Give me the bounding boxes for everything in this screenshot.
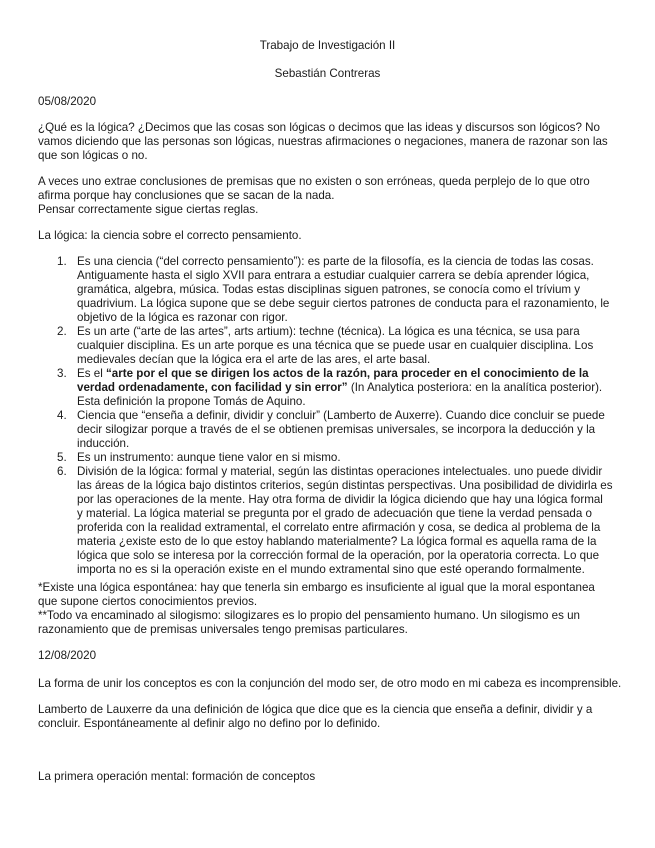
- list-number: 4.: [57, 409, 67, 422]
- list-number: 3.: [57, 367, 67, 380]
- list-number: 1.: [57, 255, 67, 268]
- list-item-line: Es un instrumento: aunque tiene valor en si mismo.: [77, 451, 341, 464]
- list-item-line: Es un arte (“arte de las artes”, arts artium): techne (técnica). La lógica es una técnica, se usa para: [77, 325, 580, 338]
- list-item-line: decir silogizar porque a través de el se obtienen premisas universales, se incorpora la deducción y la: [77, 423, 596, 436]
- list-item-line: y material. La lógica material se pregunta por el grado de adecuación que tiene la verdad pensada o: [77, 507, 592, 520]
- list-item-line: por las operaciones de la mente. Hay otra forma de dividir la lógica diciendo que hay una lógica formal: [77, 493, 603, 506]
- citation: (In Analytica posteriora: en la analítica posterior).: [347, 381, 603, 394]
- list-item-line: medievales decían que la lógica era el arte de las ares, el arte basal.: [77, 353, 431, 366]
- list-item-line: proferida con la realidad extramental, el correlato entre afirmación y cosa, se dedica al problema de la: [77, 521, 601, 534]
- list-item-line: cualquier disciplina. Es un arte porque es una técnica que se puede usar en cualquier disciplina. Los: [77, 339, 594, 352]
- note-line: razonamiento que de premisas universales tengo premisas particulares.: [38, 623, 408, 636]
- list-item-line: División de la lógica: formal y material, según las distintas operaciones intelectuales. uno puede dividir: [77, 465, 603, 478]
- list-item-line: lógica que solo se interesa por la corrección formal de la operación, por la operatoria correcta. Lo que: [77, 549, 600, 562]
- item3-prefix: Es el: [77, 367, 106, 380]
- list-item-line: inducción.: [77, 437, 130, 450]
- list-item-line: Ciencia que “enseña a definir, dividir y concluir” (Lamberto de Auxerre). Cuando dice concluir se puede: [77, 409, 605, 422]
- list-number: 5.: [57, 451, 67, 464]
- list-number: 6.: [57, 465, 67, 478]
- intro-line: vamos diciendo que las personas son lógicas, nuestras afirmaciones o negaciones, manera de razonar son las: [38, 135, 608, 148]
- intro-line: que son lógicas o no.: [38, 149, 148, 162]
- aquinas-quote: verdad ordenadamente, con facilidad y sin error”: [77, 381, 348, 394]
- note-line: *Existe una lógica espontánea: hay que tenerla sin embargo es insuficiente al igual que la moral espontanea: [38, 581, 595, 594]
- note-line: **Todo va encaminado al silogismo: silogizares es lo propio del pensamiento humano. Un silogismo es un: [38, 609, 580, 622]
- list-number: 2.: [57, 325, 67, 338]
- list-item-line: Antiguamente hasta el siglo XVII para entrara a estudiar cualquier carrera se debía aprender lógica,: [77, 269, 590, 282]
- paragraph-line: Lamberto de Lauxerre da una definición de lógica que dice que es la ciencia que enseña a definir, dividir y a: [38, 703, 593, 716]
- note-line: que supone ciertos conocimientos previos.: [38, 595, 258, 608]
- list-item-line: materia ¿existe esto de lo que estoy hablando materialmente? La lógica formal es aquella rama de la: [77, 535, 597, 548]
- paragraph-line: Pensar correctamente sigue ciertas reglas.: [38, 203, 259, 216]
- paragraph-line: A veces uno extrae conclusiones de premisas que no existen o son erróneas, queda perplejo de lo que otro: [38, 175, 590, 188]
- list-item-line: importa no es si la operación existe en el mundo extramental sino que esté operando formalmente.: [77, 563, 585, 576]
- section-heading: La primera operación mental: formación de conceptos: [38, 770, 316, 783]
- list-item-line: Es una ciencia (“del correcto pensamiento”): es parte de la filosofía, es la ciencia de todas las cosas.: [77, 255, 594, 268]
- paragraph-line: La forma de unir los conceptos es con la conjunción del modo ser, de otro modo en mi cabeza es incomprensible.: [38, 677, 622, 690]
- intro-line: ¿Qué es la lógica? ¿Decimos que las cosas son lógicas o decimos que las ideas y discursos son lógicos? No: [38, 121, 600, 134]
- paragraph-line: concluir. Espontáneamente al definir algo no defino por lo definido.: [38, 717, 381, 730]
- list-item-line: quadrivium. La lógica supone que se debe seguir ciertos patrones de conducta para el razonamiento, le: [77, 297, 610, 310]
- list-item-line: gramática, algebra, música. Todas estas disciplinas siguen patrones, se conocía como el trívium y: [77, 283, 581, 296]
- list-item-line: Esta definición la propone Tomás de Aquino.: [77, 395, 306, 408]
- date-heading: 05/08/2020: [38, 95, 97, 108]
- paragraph-line: afirma porque hay conclusiones que se sacan de la nada.: [38, 189, 335, 202]
- document-title: Trabajo de Investigación II: [259, 39, 396, 52]
- logic-definition: La lógica: la ciencia sobre el correcto pensamiento.: [38, 229, 302, 242]
- author-name: Sebastián Contreras: [274, 67, 381, 80]
- date-heading: 12/08/2020: [38, 649, 97, 662]
- list-item-line: [77, 381, 617, 395]
- list-item-line: objetivo de la lógica es razonar con rigor.: [77, 311, 288, 324]
- list-item-line: [77, 367, 617, 381]
- aquinas-quote: “arte por el que se dirigen los actos de la razón, para proceder en el conocimiento de la: [106, 367, 589, 380]
- list-item-line: las áreas de la lógica bajo distintos criterios, según distintas perspectivas. Una posibilidad de dividirla es: [77, 479, 613, 492]
